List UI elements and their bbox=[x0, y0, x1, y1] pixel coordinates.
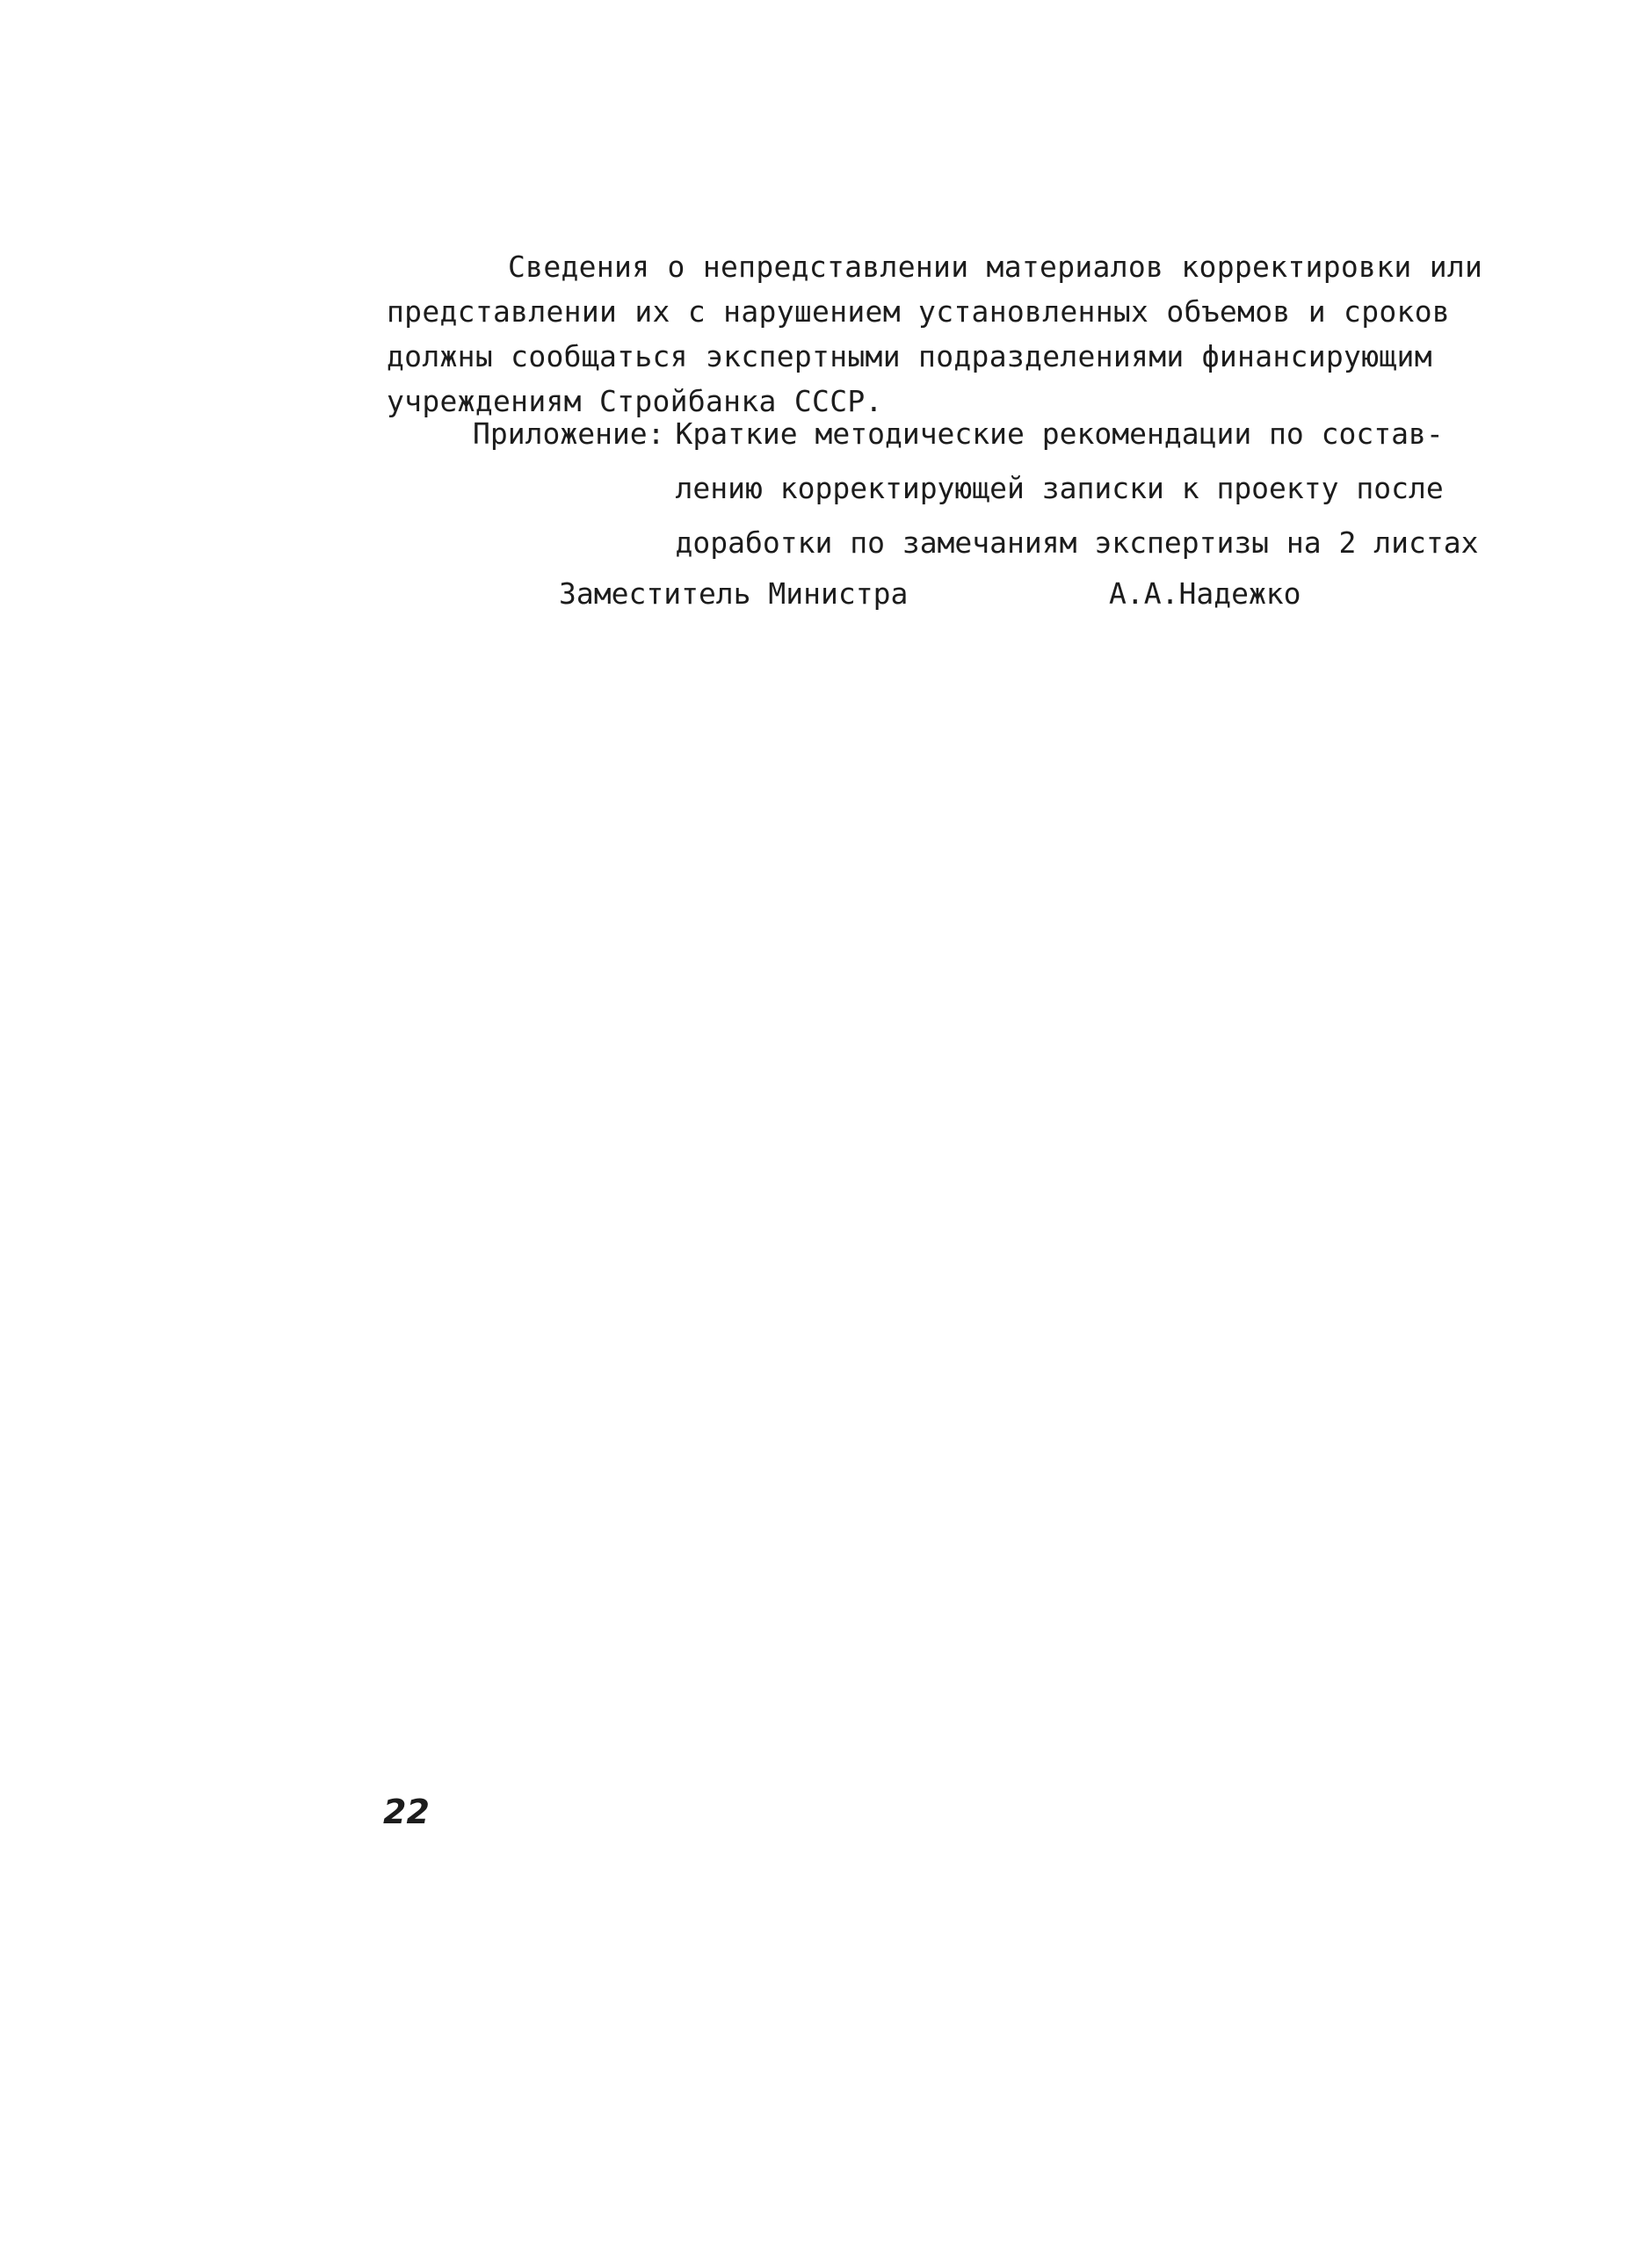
attachment-label: Приложение: bbox=[473, 417, 665, 451]
signatory-title: Заместитель Министра bbox=[559, 576, 909, 611]
paragraph-line: учреждениям Стройбанка СССР. bbox=[387, 384, 883, 418]
paragraph-line: должны сообщаться экспертными подразделениями финансирующим bbox=[387, 339, 1432, 373]
page-number: 22 bbox=[383, 1793, 430, 1831]
attachment-line: Краткие методические рекомендации по состав- bbox=[675, 417, 1444, 451]
attachment-block bbox=[473, 417, 1479, 560]
paragraph-line: Сведения о непредставлении материалов корректировки или bbox=[508, 250, 1483, 284]
attachment-line: лению корректирующей записки к проекту после bbox=[675, 471, 1444, 505]
attachment-description bbox=[675, 417, 1479, 560]
main-paragraph bbox=[387, 244, 1483, 424]
attachment-line: доработки по замечаниям экспертизы на 2 листах bbox=[675, 525, 1479, 560]
paragraph-line: представлении их с нарушением установленных объемов и сроков bbox=[387, 294, 1451, 329]
signatory-name: А.А.Надежко bbox=[1109, 576, 1301, 611]
